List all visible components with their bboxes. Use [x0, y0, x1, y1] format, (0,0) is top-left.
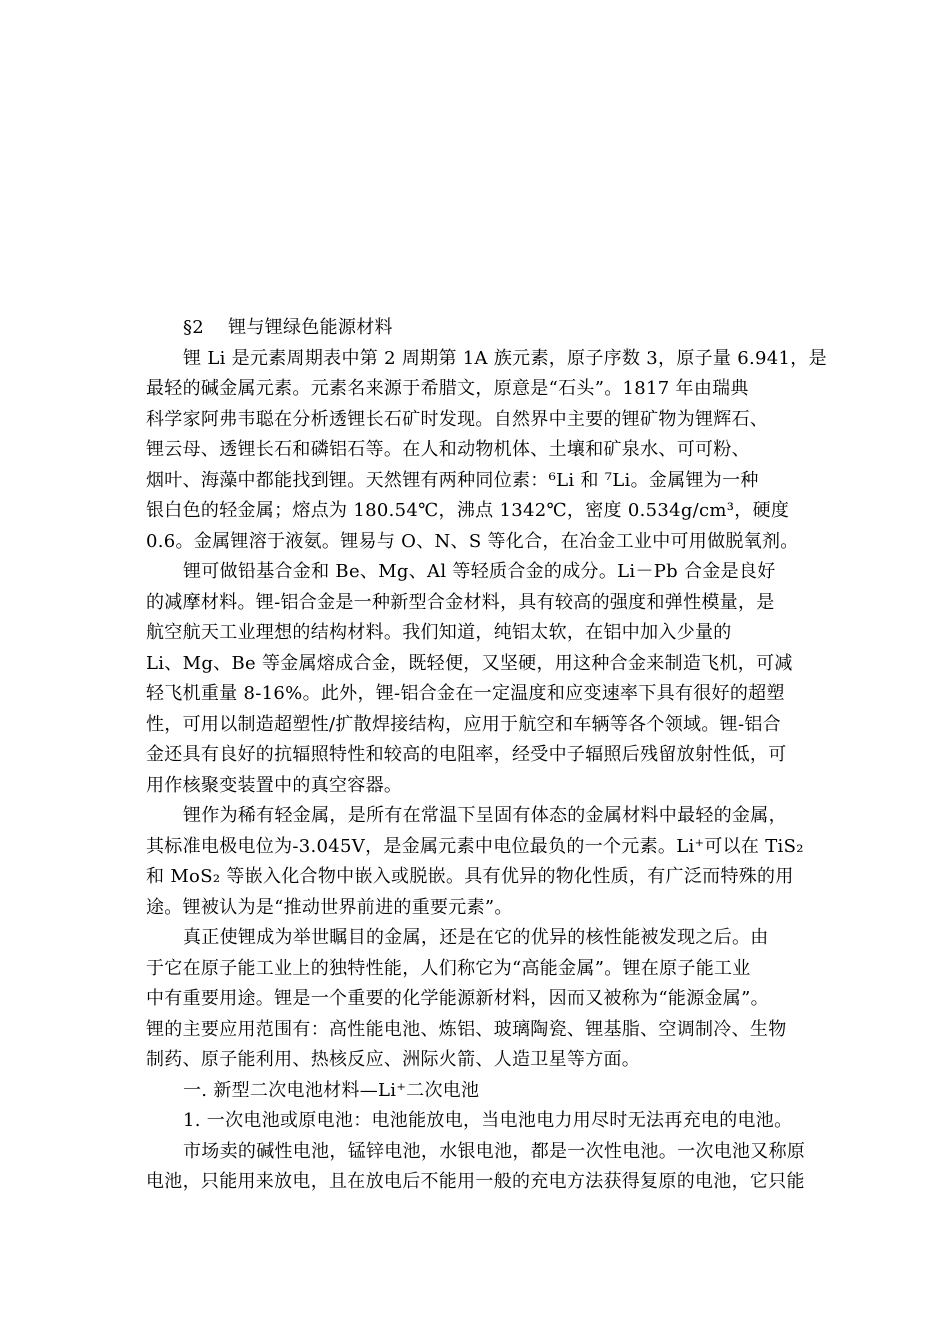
- text-line: Li、Mg、Be 等金属熔成合金，既轻便，又坚硬，用这种合金来制造飞机，可减: [146, 652, 793, 674]
- paragraph-lines: [146, 344, 826, 1198]
- text-line: 于它在原子能工业上的独特性能，人们称它为“高能金属”。锂在原子能工业: [146, 957, 751, 979]
- text-line: 和 MoS₂ 等嵌入化合物中嵌入或脱嵌。具有优异的物化性质，有广泛而特殊的用: [146, 866, 794, 887]
- section-title: 锂与锂绿色能源材料: [228, 317, 393, 338]
- text-line: 锂 Li 是元素周期表中第 2 周期第 1A 族元素，原子序数 3，原子量 6.941，是: [183, 347, 827, 369]
- text-line: 一. 新型二次电池材料—Li⁺二次电池: [183, 1079, 480, 1101]
- text-line: 锂的主要应用范围有：高性能电池、炼铝、玻璃陶瓷、锂基脂、空调制冷、生物: [146, 1018, 787, 1040]
- text-line: 锂可做铅基合金和 Be、Mg、Al 等轻质合金的成分。Li－Pb 合金是良好: [183, 561, 776, 582]
- text-line: 轻飞机重量 8-16%。此外，锂-铝合金在一定温度和应变速率下具有很好的超塑: [146, 683, 785, 704]
- text-line: 中有重要用途。锂是一个重要的化学能源新材料，因而又被称为“能源金属”。: [146, 988, 769, 1009]
- text-line: 真正使锂成为举世瞩目的金属，还是在它的优异的核性能被发现之后。由: [183, 927, 769, 948]
- text-line: 航空航天工业理想的结构材料。我们知道，纯铝太软，在铝中加入少量的: [146, 622, 732, 643]
- section-heading: [146, 313, 826, 344]
- text-line: 锂作为稀有轻金属，是所有在常温下呈固有体态的金属材料中最轻的金属，: [183, 805, 787, 826]
- section-number: §2: [183, 317, 205, 338]
- text-line: 的减摩材料。锂-铝合金是一种新型合金材料，具有较高的强度和弹性模量，是: [146, 591, 775, 613]
- text-line: 市场卖的碱性电池，锰锌电池，水银电池，都是一次性电池。一次电池又称原: [183, 1140, 806, 1162]
- text-line: 途。锂被认为是“推动世界前进的重要元素”。: [146, 896, 513, 918]
- text-line: 1. 一次电池或原电池：电池能放电，当电池电力用尽时无法再充电的电池。: [183, 1110, 793, 1131]
- text-line: 性，可用以制造超塑性/扩散焊接结构，应用于航空和车辆等各个领域。锂-铝合: [146, 713, 781, 735]
- text-line: 0.6。金属锂溶于液氨。锂易与 O、N、S 等化合，在冶金工业中可用做脱氧剂。: [146, 530, 799, 552]
- text-line: 电池，只能用来放电，且在放电后不能用一般的充电方法获得复原的电池，它只能: [146, 1171, 805, 1192]
- text-line: 科学家阿弗韦聪在分析透锂长石矿时发现。自然界中主要的锂矿物为锂辉石、: [146, 408, 769, 430]
- document-body: [146, 313, 826, 1198]
- text-line: 锂云母、透锂长石和磷铝石等。在人和动物机体、土壤和矿泉水、可可粉、: [146, 439, 750, 460]
- text-line: 用作核聚变装置中的真空容器。: [146, 774, 403, 796]
- text-line: 最轻的碱金属元素。元素名来源于希腊文，原意是“石头”。1817 年由瑞典: [146, 378, 749, 399]
- text-line: 银白色的轻金属；熔点为 180.54℃，沸点 1342℃，密度 0.534g/cm³，硬度: [146, 500, 790, 521]
- text-line: 制药、原子能利用、热核反应、洲际火箭、人造卫星等方面。: [146, 1049, 641, 1070]
- text-line: 金还具有良好的抗辐照特性和较高的电阻率，经受中子辐照后残留放射性低，可: [146, 744, 787, 765]
- text-line: 其标准电极电位为-3.045V，是金属元素中电位最负的一个元素。Li⁺可以在 TiS₂: [146, 835, 804, 857]
- text-line: 烟叶、海藻中都能找到锂。天然锂有两种同位素：⁶Li 和 ⁷Li。金属锂为一种: [146, 469, 759, 491]
